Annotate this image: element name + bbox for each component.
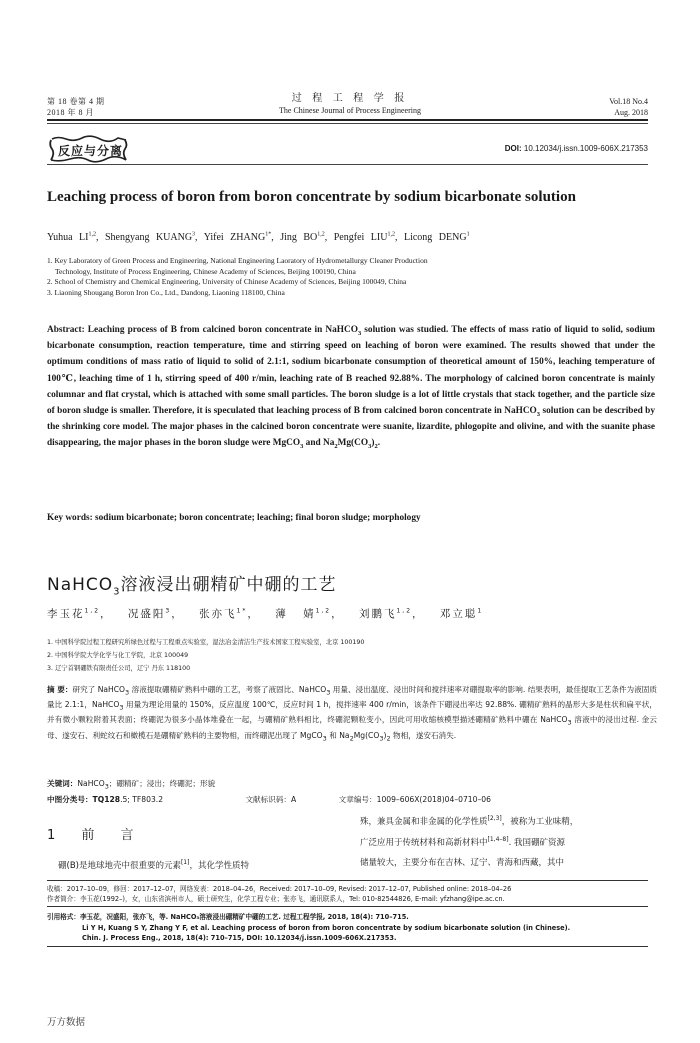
affiliation: 1. Key Laboratory of Green Process and Engineering, National Engineering Laoratory of Hydrometallurgy Cleaner Production [47, 256, 428, 265]
header-journal [200, 93, 500, 117]
body-text-right [360, 812, 656, 874]
title-cn: NaHCO$_3$溶液浸出硼精矿中硼的工艺 [47, 575, 337, 598]
author-en: Shengyang KUANG$^3$, [105, 231, 198, 243]
title-en: Leaching process of boron from boron concentrate by sodium bicarbonate solution [47, 189, 576, 205]
date-en: Aug. 2018 [614, 108, 648, 117]
section-title: 前 言 [81, 828, 138, 843]
section-badge-label: 反应与分离 [58, 144, 124, 158]
keywords-label: Key words: [47, 513, 93, 523]
header-rule-thin [47, 123, 648, 124]
received-dates: 收稿：2017–10–09，修回：2017–12–07，网络发表：2018–04–26，Received: 2017–10–09, Revised: 2017–12–07, Published online: 2018–04–26 [47, 885, 512, 893]
affiliation: Technology, Institute of Process Engineering, Chinese Academy of Sciences, Beijing 100190, China [55, 266, 356, 276]
keywords-cn: 关键词：NaHCO$_3$；硼精矿；浸出；终硼泥；形貌 [47, 779, 216, 791]
section-badge [48, 135, 130, 163]
citation-en: Li Y H, Kuang S Y, Zhang Y F, et al. Leaching process of boron from boron concentrate by sodium bicarbonate solution (in Chinese). [82, 923, 571, 932]
body-text-left: 硼(B)是地球地壳中很重要的元素[1]，其化学性质特 [58, 859, 249, 871]
clc-number: 中图分类号：TQ128.5; TF803.2 [47, 795, 164, 804]
author-cn: 李玉花$^{1,2}$， [47, 607, 113, 620]
abstract-label: Abstract: [47, 325, 85, 335]
citation-block [47, 912, 657, 944]
body-line: 储量较大，主要分布在吉林、辽宁、青海和西藏，其中 [360, 858, 565, 868]
author-en: Yifei $ZHANG^{1*}$, [203, 231, 274, 243]
author-bio: 作者简介：李玉花(1992–)，女，山东省滨州市人，硕士研究生，化学工程专业；张亦飞，通讯联系人，Tel: 010-82544826, E-mail: yfzhang@ipe.ac.cn. [47, 895, 505, 903]
header-volume-en [609, 96, 648, 118]
section-number: 1 [47, 828, 60, 843]
doi-label: DOI: [504, 144, 522, 153]
authors-en [47, 232, 470, 243]
citation-label: 引用格式： [47, 913, 80, 921]
journal-name-cn: 过 程 工 程 学 报 [291, 93, 409, 104]
date-cn: 2018 年 8 月 [47, 108, 94, 117]
affiliation: 2. School of Chemistry and Chemical Engineering, University of Chinese Academy of Sciences, Beijing 100049, China [47, 277, 407, 286]
author-cn: 况盛阳$^3$， [127, 607, 184, 620]
section-heading [47, 824, 138, 843]
badge-rule [47, 164, 648, 165]
affiliation-cn: 2. 中国科学院大学化学与化工学院，北京 100049 [47, 652, 189, 659]
header-volume-cn [47, 96, 105, 118]
article-number: 文章编号：1009–606X(2018)04–0710–06 [338, 795, 491, 804]
watermark: 万方数据 [47, 1017, 86, 1028]
author-cn: 刘鹏飞$^{1,2}$， [358, 607, 425, 620]
abstract-en: Abstract: Leaching process of B from calcined boron concentrate in NaHCO$_3$ solution was studied. The effects of mass ratio of liquid to solid, sodium bicarbonate consumption, reaction temperature, time and stirring speed on leaching of boron were examined. The results showed that under the optimum conditions of mass ratio of liquid to solid of 2.1:1, sodium bicarbonate consumption of theoretical amount of 150%, leaching temperature of 100℃, leaching time of 1 h, stirring speed of 400 r/min, leaching rate of B reached 92.88%. The morphology of calcined boron concentrate is mainly columnar and flat crystal, which is attached with some small particles. The boron sludge is a lot of little crystals that stack together, and the particle size of boron sludge is smaller. Therefore, it is speculated that leaching process of B from calcined boron concentrate in NaHCO$_3$ solution can be described by the shrinking core model. The major phases in the calcined boron concentrate were suanite, lizardite, phlogopite and olivine, and with the suanite phase disappearing, the major phases in the boron sludge were MgCO$_3$ and $Na_2Mg(CO_3)_2$. [47, 325, 655, 451]
footnote-rule [47, 880, 648, 881]
affiliation: 3. Liaoning Shougang Boron Iron Co., Ltd., Dandong, Liaoning 118100, China [47, 287, 285, 297]
classification-cn [47, 794, 531, 805]
journal-name-en: The Chinese Journal of Process Engineering [279, 106, 421, 115]
abstract-cn: 摘 要：研究了 NaHCO$_3$ 溶液提取硼精矿熟料中硼的工艺，考察了液固比、NaHCO$_3$ 用量、浸出温度、浸出时间和搅拌速率对硼提取率的影响. 结果表明，最佳提取工艺条件为液固质量比 2.1:1，NaHCO$_3$ 用量为理论用量的 150%，反应温度 100℃，反应时间 1 h，搅拌速率 400 r/min，该条件下硼浸出率达 92.88%. 硼精矿熟料的晶形大多是柱状和扁平状，并有微小颗粒附着其表面；终硼泥为很多小晶体堆叠在一起，与硼精矿熟料相比，终硼泥颗粒变小，因此可用收缩核模型描述硼精矿熟料中硼在 NaHCO$_3$ 溶液中的浸出过程. 金云母、遂安石、利蛇纹石和橄榄石是硼精矿熟料的主要物相，而终硼泥出现了 MgCO$_3$ 和 $Na_2Mg(CO_3)_2$ 物相，遂安石消失. [47, 685, 657, 743]
affiliations-cn [47, 636, 667, 675]
citation-rule-bottom [47, 946, 648, 947]
citation-rule [47, 906, 648, 907]
affiliations-en [47, 256, 667, 298]
keywords-cn-label: 关键词： [47, 779, 78, 788]
author-en: Yuhua LI$^{1,2}$, [47, 231, 99, 243]
header-rule [47, 119, 648, 121]
volume-en: Vol.18 No.4 [609, 97, 648, 106]
citation-cn: 李玉花，况盛阳，张亦飞，等. NaHCO₃溶液浸出硼精矿中硼的工艺. 过程工程学报, 2018, 18(4): 710–715. [79, 913, 409, 921]
citation-en-2: Chin. J. Process Eng., 2018, 18(4): 710–715, DOI: 10.12034/j.issn.1009-606X.217353. [82, 934, 397, 942]
abstract-cn-label: 摘 要： [47, 685, 73, 694]
keywords-en: Key words: sodium bicarbonate; boron concentrate; leaching; final boron sludge; morphology [47, 513, 421, 523]
author-cn: 邓立聪$^1$ [439, 607, 484, 620]
author-en: Licong DENG$^1$ [403, 231, 470, 243]
author-en: Jing BO$^{1,2}$, [280, 231, 328, 243]
doc-code: 文献标识码：A [245, 795, 297, 804]
affiliation-cn: 3. 辽宁首钢硼铁有限责任公司，辽宁 丹东 118100 [47, 665, 191, 672]
author-cn: 张亦飞$^{1*}$， [199, 607, 260, 620]
doi [505, 144, 648, 153]
doi-value[interactable]: 10.12034/j.issn.1009-606X.217353 [523, 144, 648, 153]
body-line: 殊，兼具金属和非金属的化学性质[2,3]，被称为工业味精， [360, 815, 579, 827]
authors-cn [47, 606, 483, 621]
author-cn: 薄 婧$^{1,2}$， [275, 607, 344, 620]
affiliation-cn: 1. 中国科学院过程工程研究所绿色过程与工程重点实验室，湿法冶金清洁生产技术国家工程实验室，北京 100190 [47, 639, 365, 646]
volume-cn: 第 18 卷第 4 期 [47, 97, 105, 106]
author-en: Pengfei LIU$^{1,2}$, [333, 231, 398, 243]
body-line: 广泛应用于传统材料和高新材料中[1,4–8]. 我国硼矿资源 [360, 835, 565, 848]
